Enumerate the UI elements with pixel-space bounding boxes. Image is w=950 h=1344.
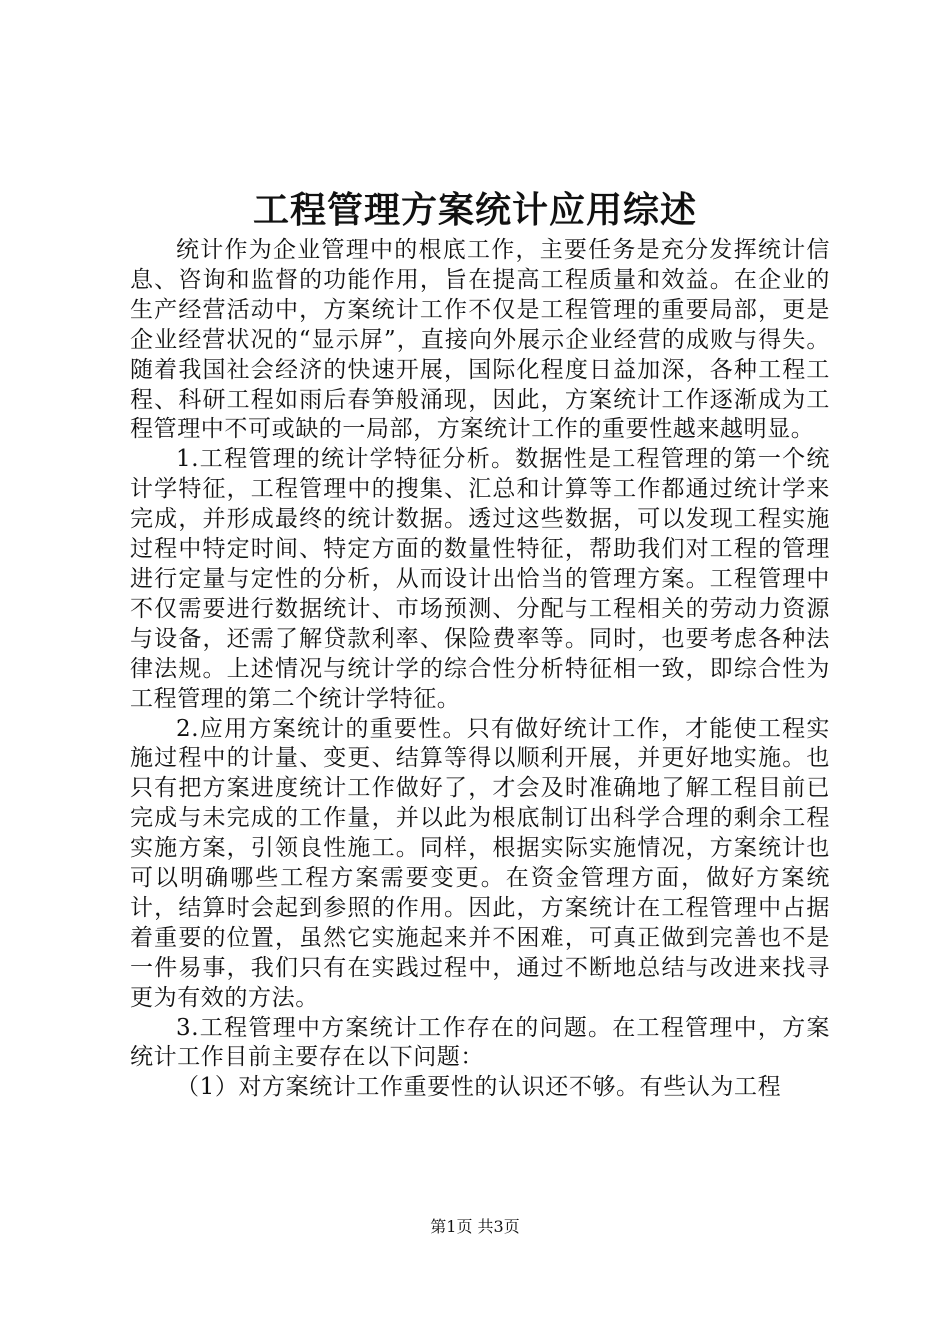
paragraph-section-3: 3.工程管理中方案统计工作存在的问题。在工程管理中，方案统计工作目前主要存在以下问题： — [130, 1014, 830, 1071]
page-number-footer: 第1页 共3页 — [430, 1217, 520, 1236]
paragraph-intro: 统计作为企业管理中的根底工作，主要任务是充分发挥统计信息、咨询和监督的功能作用，旨在提高工程质量和效益。在企业的生产经营活动中，方案统计工作不仅是工程管理的重要局部，更是企业经营状况的“显示屏”，直接向外展示企业经营的成败与得失。随着我国社会经济的快速开展，国际化程度日益加深，各种工程工程、科研工程如雨后春笋般涌现，因此，方案统计工作逐渐成为工程管理中不可或缺的一局部，方案统计工作的重要性越来越明显。 — [130, 237, 830, 443]
document-title: 工程管理方案统计应用综述 — [252, 189, 697, 231]
paragraph-section-2: 2.应用方案统计的重要性。只有做好统计工作，才能使工程实施过程中的计量、变更、结算等得以顺利开展，并更好地实施。也只有把方案进度统计工作做好了，才会及时准确地了解工程目前已完成与未完成的工作量，并以此为根底制订出科学合理的剩余工程实施方案，引领良性施工。同样，根据实际实施情况，方案统计也可以明确哪些工程方案需要变更。在资金管理方面，做好方案统计，结算时会起到参照的作用。因此，方案统计在工程管理中占据着重要的位置，虽然它实施起来并不困难，可真正做到完善也不是一件易事，我们只有在实践过程中，通过不断地总结与改进来找寻更为有效的方法。 — [130, 715, 830, 1011]
paragraph-item-1: （1）对方案统计工作重要性的认识还不够。有些认为工程 — [176, 1074, 782, 1101]
document-body — [130, 236, 830, 1103]
paragraph-section-1: 1.工程管理的统计学特征分析。数据性是工程管理的第一个统计学特征，工程管理中的搜集、汇总和计算等工作都通过统计学来完成，并形成最终的统计数据。透过这些数据，可以发现工程实施过程中特定时间、特定方面的数量性特征，帮助我们对工程的管理进行定量与定性的分析，从而设计出恰当的管理方案。工程管理中不仅需要进行数据统计、市场预测、分配与工程相关的劳动力资源与设备，还需了解贷款利率、保险费率等。同时，也要考虑各种法律法规。上述情况与统计学的综合性分析特征相一致，即综合性为工程管理的第二个统计学特征。 — [130, 446, 830, 712]
